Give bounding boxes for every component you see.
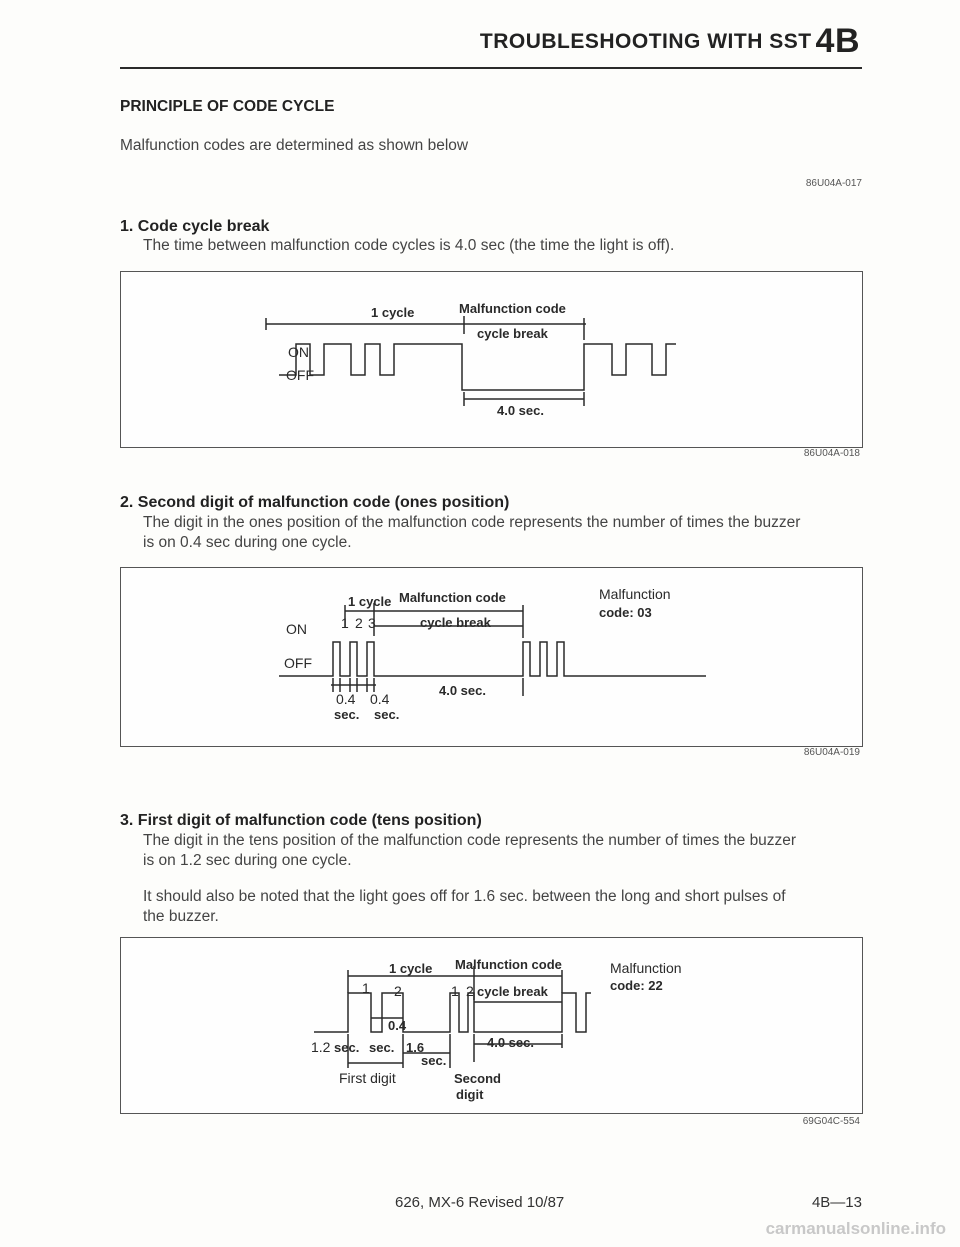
watermark: carmanualsonline.info bbox=[765, 1219, 946, 1238]
page-header-title bbox=[480, 22, 860, 61]
fig1-waveform-a bbox=[279, 344, 676, 390]
principle-heading: PRINCIPLE OF CODE CYCLE bbox=[120, 98, 335, 115]
fig3-sec-b: sec. bbox=[369, 1040, 395, 1055]
section-number: 4B bbox=[815, 22, 860, 60]
fig3-num-1: 1 bbox=[362, 980, 370, 996]
section3-text2: is on 1.2 sec during one cycle. bbox=[143, 852, 352, 869]
fig3-sec-c: sec. bbox=[421, 1053, 447, 1068]
section2-fig-ref: 86U04A-019 bbox=[803, 747, 860, 758]
section3-text4: the buzzer. bbox=[143, 908, 219, 925]
fig2-malfunction-code: Malfunction code bbox=[399, 590, 506, 605]
fig2-code-label-1: Malfunction bbox=[599, 586, 671, 602]
fig3-malfunction-code: Malfunction code bbox=[455, 957, 562, 972]
section3-fig-ref: 69G04C-554 bbox=[802, 1116, 860, 1127]
footer-model: 626, MX-6 Revised 10/87 bbox=[395, 1194, 565, 1211]
fig3-num-2: 2 bbox=[394, 983, 402, 999]
fig1-duration: 4.0 sec. bbox=[497, 403, 544, 418]
fig1-cycle-break: cycle break bbox=[477, 326, 548, 341]
fig2-t2: 0.4 bbox=[370, 691, 390, 707]
fig3-t12: 1.2 bbox=[311, 1039, 331, 1055]
header-rule bbox=[120, 67, 862, 69]
principle-intro: Malfunction codes are determined as shown below bbox=[120, 137, 469, 154]
fig3-num-3: 1 bbox=[451, 983, 459, 999]
section3-text3: It should also be noted that the light goes off for 1.6 sec. between the long and short pulses of bbox=[143, 888, 786, 905]
fig2-code-label-2: code: 03 bbox=[599, 605, 652, 620]
section3-text1: The digit in the tens position of the malfunction code represents the number of times the buzzer bbox=[143, 832, 797, 849]
fig3-duration: 4.0 sec. bbox=[487, 1035, 534, 1050]
fig2-one-cycle: 1 cycle bbox=[348, 594, 392, 609]
figure-first-digit bbox=[120, 937, 863, 1114]
fig2-duration: 4.0 sec. bbox=[439, 683, 486, 698]
figure-second-digit bbox=[120, 567, 863, 747]
fig1-on: ON bbox=[288, 344, 309, 360]
section1-text: The time between malfunction code cycles is 4.0 sec (the time the light is off). bbox=[143, 237, 675, 254]
section1-fig-ref: 86U04A-018 bbox=[803, 448, 860, 459]
section1-heading: 1. Code cycle break bbox=[120, 218, 270, 235]
footer-page-number: 4B—13 bbox=[811, 1194, 862, 1211]
principle-ref: 86U04A-017 bbox=[805, 178, 862, 189]
section2-text1: The digit in the ones position of the malfunction code represents the number of times the buzzer bbox=[143, 514, 801, 531]
figure1-diagram bbox=[121, 272, 862, 447]
fig2-num-3: 3 bbox=[368, 615, 376, 631]
fig3-second-digit-2: digit bbox=[456, 1087, 484, 1102]
fig2-num-2: 2 bbox=[355, 615, 363, 631]
fig3-t04: 0.4 bbox=[388, 1018, 407, 1033]
fig3-code-label-1: Malfunction bbox=[610, 960, 682, 976]
figure-code-cycle-break bbox=[120, 271, 863, 448]
fig2-on: ON bbox=[286, 621, 307, 637]
fig3-code-label-2: code: 22 bbox=[610, 978, 663, 993]
fig3-num-4: 2 bbox=[466, 983, 474, 999]
fig2-t1-unit: sec. bbox=[334, 707, 360, 722]
fig2-off: OFF bbox=[284, 655, 312, 671]
fig1-off: OFF bbox=[286, 367, 314, 383]
fig2-num-1: 1 bbox=[341, 615, 349, 631]
fig3-cycle-break: cycle break bbox=[477, 984, 548, 999]
fig1-one-cycle: 1 cycle bbox=[371, 305, 415, 320]
fig3-second-digit-1: Second bbox=[454, 1071, 501, 1086]
section2-heading: 2. Second digit of malfunction code (ones position) bbox=[120, 494, 510, 511]
section2-text2: is on 0.4 sec during one cycle. bbox=[143, 534, 352, 551]
header-title-text: TROUBLESHOOTING WITH SST bbox=[479, 30, 812, 53]
fig3-one-cycle: 1 cycle bbox=[389, 961, 433, 976]
fig3-first-digit: First digit bbox=[339, 1070, 396, 1086]
fig3-t16: 1.6 bbox=[406, 1040, 425, 1055]
figure3-diagram bbox=[121, 938, 862, 1113]
fig2-t1: 0.4 bbox=[336, 691, 356, 707]
fig2-t2-unit: sec. bbox=[374, 707, 400, 722]
fig2-cycle-break: cycle break bbox=[420, 615, 491, 630]
fig3-sec-a: sec. bbox=[334, 1040, 360, 1055]
fig2-waveform bbox=[279, 642, 706, 676]
section3-heading: 3. First digit of malfunction code (tens position) bbox=[120, 812, 482, 829]
fig1-malfunction-code: Malfunction code bbox=[459, 301, 566, 316]
figure2-diagram bbox=[121, 568, 862, 746]
